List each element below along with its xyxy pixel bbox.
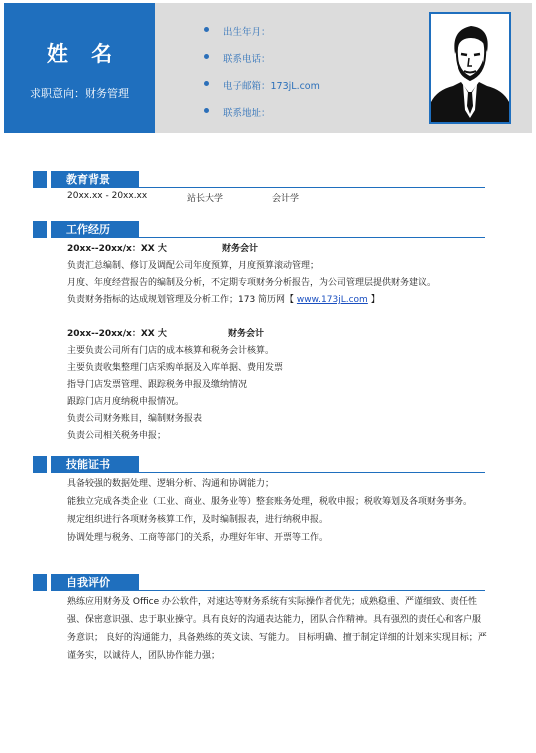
section-self [33, 574, 485, 591]
profile-photo [429, 12, 511, 124]
website-link[interactable]: www.173jL.com [296, 295, 368, 305]
bullet-icon [204, 54, 209, 59]
skills-text: 具备较强的数据处理、逻辑分析、沟通和协调能力； 能独立完成各类企业（工业、商业、服务业等）整套账务处理，税收申报；税收筹划及各项财务事务。 规定组织进行各项财务核算工作，及时编制报表，进行纳税申报。 协调处理与税务、工商等部门的关系，办理好年审、开票等工作。 [67, 479, 473, 543]
work-2-line: 跟踪门店月度纳税申报情况。 [67, 397, 185, 407]
section-skills [33, 456, 485, 473]
section-square-icon [33, 574, 47, 591]
section-title-education: 教育背景 [51, 171, 139, 188]
info-address: 联系地址： [204, 105, 320, 132]
work-2-role: 财务会计 [228, 329, 265, 339]
work-1-line: 负责汇总编制、修订及调配公司年度预算，月度预算滚动管理； [67, 261, 320, 271]
portrait-icon [431, 14, 509, 122]
work-2-head: 20xx--20xx/x：XX 大 [67, 329, 167, 339]
work-2-line: 主要负责公司所有门店的成本核算和税务会计核算。 [67, 346, 275, 356]
education-period: 20xx.xx - 20xx.xx [67, 191, 148, 201]
job-intent: 求职意向：财务管理 [30, 87, 129, 100]
education-school: 站长大学 [187, 194, 224, 204]
section-square-icon [33, 221, 47, 238]
bullet-icon [204, 81, 209, 86]
work-1-head: 20xx--20xx/x：XX 大 [67, 244, 167, 254]
section-square-icon [33, 171, 47, 188]
info-phone: 联系电话： [204, 51, 320, 78]
work-2-line: 负责公司相关税务申报； [67, 431, 167, 441]
contact-info-list [204, 24, 320, 132]
work-2-line: 指导门店发票管理、跟踪税务申报及缴纳情况 [67, 380, 248, 390]
section-title-skills: 技能证书 [51, 456, 139, 473]
education-major: 会计学 [272, 194, 300, 204]
name-panel [4, 3, 155, 133]
candidate-name: 姓 名 [46, 42, 121, 66]
work-2-line: 主要负责收集整理门店采购单据及入库单据、费用发票 [67, 363, 284, 373]
work-2-line: 负责公司财务账目，编制财务报表 [67, 414, 203, 424]
section-underline [51, 590, 485, 591]
section-underline [51, 187, 485, 188]
section-education [33, 171, 485, 188]
work-1-line: 月度、年度经营报告的编制及分析，不定期专项财务分析报告，为公司管理层提供财务建议。 [67, 278, 437, 288]
self-evaluation-text: 熟练应用财务及 Office 办公软件，对速达等财务系统有实际操作者优先；成熟稳重、严谨细致、责任性强、保密意识强、忠于职业操守。具有良好的沟通表达能力，团队合作精神。具有强烈的责任心和客户服务意识； 良好的沟通能力，具备熟练的英文读、写能力。 目标明确、擅于制定详细的计划来实现目标；严谨务实，以诚待人，团队协作能力强； [67, 597, 487, 661]
section-title-self: 自我评价 [51, 574, 139, 591]
section-underline [51, 237, 485, 238]
info-email: 电子邮箱：173jL.com [204, 78, 320, 105]
info-birth: 出生年月： [204, 24, 320, 51]
bullet-icon [204, 27, 209, 32]
section-square-icon [33, 456, 47, 473]
section-work [33, 221, 485, 238]
work-1-role: 财务会计 [222, 244, 259, 254]
resume-header [4, 3, 532, 133]
section-title-work: 工作经历 [51, 221, 139, 238]
work-1-line-with-link: 负责财务指标的达成规划管理及分析工作；173 简历网【 www.173jL.com 】 [67, 295, 380, 305]
bullet-icon [204, 108, 209, 113]
section-underline [51, 472, 485, 473]
